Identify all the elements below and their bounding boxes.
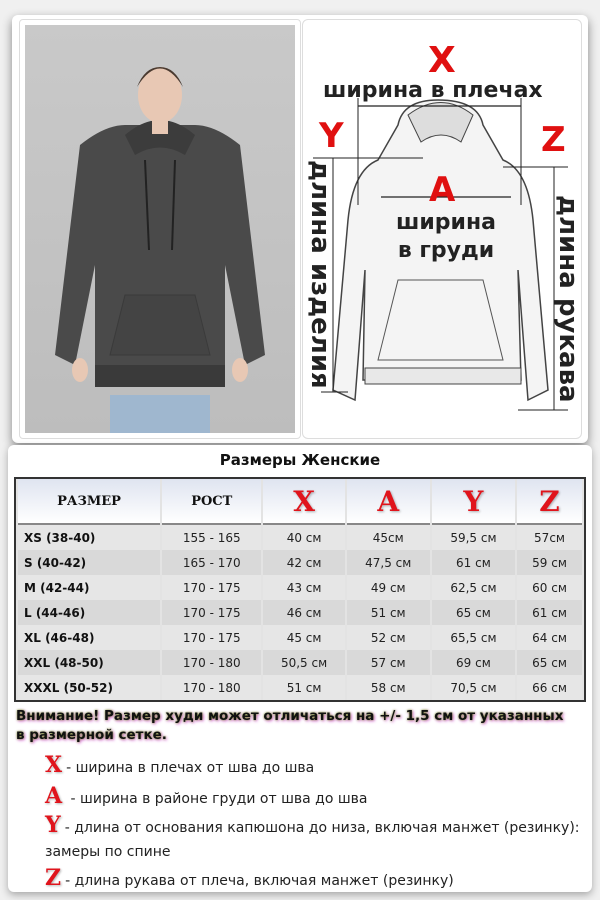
table-row (18, 550, 582, 575)
header-height: РОСТ (162, 479, 261, 525)
chest-width-label-1: ширина (396, 210, 496, 235)
cell-x: 42 см (263, 550, 344, 575)
table-row (18, 525, 582, 550)
size-variance-warning: Внимание! Размер худи может отличаться на +/- 1,5 см от указанных в размерной сетке. (16, 708, 564, 743)
legend-text: - длина рукава от плеча, включая манжет (резинку) (65, 873, 454, 889)
legend-text: - ширина в плечах от шва до шва (66, 760, 315, 776)
cell-size: L (44-46) (18, 600, 160, 625)
legend-item-z (45, 864, 585, 895)
legend-item-y (45, 813, 585, 864)
cell-x: 43 см (263, 575, 344, 600)
x-letter-icon: X (45, 752, 63, 778)
cell-a: 47,5 см (347, 550, 430, 575)
cell-y: 59,5 см (432, 525, 515, 550)
table-row (18, 600, 582, 625)
cell-y: 69 см (432, 650, 515, 675)
cell-z: 64 см (517, 625, 582, 650)
y-letter-icon: Y (45, 812, 61, 838)
measurement-legend (45, 751, 585, 895)
cell-x: 50,5 см (263, 650, 344, 675)
cell-size: XL (46-48) (18, 625, 160, 650)
a-marker: A (429, 170, 456, 210)
cell-z: 57см (517, 525, 582, 550)
table-title: Размеры Женские (219, 451, 381, 469)
cell-x: 45 см (263, 625, 344, 650)
cell-height: 155 - 165 (162, 525, 261, 550)
cell-y: 65,5 см (432, 625, 515, 650)
cell-size: XXXL (50-52) (18, 675, 160, 700)
cell-y: 62,5 см (432, 575, 515, 600)
sleeve-length-label: длина рукава (553, 195, 583, 403)
header-y: Y (432, 479, 515, 525)
cell-a: 49 см (347, 575, 430, 600)
z-marker: Z (541, 120, 566, 160)
cell-height: 170 - 180 (162, 675, 261, 700)
cell-y: 65 см (432, 600, 515, 625)
shoulder-width-label: ширина в плечах (323, 78, 543, 103)
cell-a: 58 см (347, 675, 430, 700)
cell-z: 60 см (517, 575, 582, 600)
z-letter-icon: Z (45, 865, 62, 891)
product-length-label: длина изделия (305, 160, 335, 389)
cell-height: 165 - 170 (162, 550, 261, 575)
cell-z: 65 см (517, 650, 582, 675)
legend-text: - ширина в районе груди от шва до шва (66, 791, 368, 807)
header-a: A (347, 479, 430, 525)
model-hoodie-illustration (25, 25, 295, 433)
legend-item-a (45, 782, 585, 813)
a-letter-icon: A (45, 783, 63, 809)
table-row (18, 675, 582, 700)
cell-size: M (42-44) (18, 575, 160, 600)
table-header-row (18, 479, 582, 525)
legend-item-x (45, 751, 585, 782)
cell-a: 51 см (347, 600, 430, 625)
size-chart-card (8, 445, 592, 892)
cell-height: 170 - 180 (162, 650, 261, 675)
cell-y: 70,5 см (432, 675, 515, 700)
model-photo-panel (19, 19, 301, 439)
table-row (18, 625, 582, 650)
y-marker: Y (319, 116, 344, 156)
cell-height: 170 - 175 (162, 575, 261, 600)
cell-height: 170 - 175 (162, 625, 261, 650)
cell-z: 59 см (517, 550, 582, 575)
legend-text: - длина от основания капюшона до низа, включая манжет (резинку): замеры по спине (45, 820, 580, 860)
top-image-card (12, 15, 588, 443)
cell-a: 45см (347, 525, 430, 550)
cell-x: 46 см (263, 600, 344, 625)
cell-y: 61 см (432, 550, 515, 575)
size-table (14, 477, 586, 702)
cell-z: 66 см (517, 675, 582, 700)
chest-width-label-2: в груди (397, 238, 495, 263)
measurement-diagram (302, 19, 582, 439)
header-x: X (263, 479, 344, 525)
cell-x: 51 см (263, 675, 344, 700)
cell-size: XS (38-40) (18, 525, 160, 550)
cell-z: 61 см (517, 600, 582, 625)
x-marker: X (428, 40, 456, 81)
cell-a: 52 см (347, 625, 430, 650)
table-row (18, 650, 582, 675)
cell-a: 57 см (347, 650, 430, 675)
model-photo (25, 25, 295, 433)
table-row (18, 575, 582, 600)
cell-x: 40 см (263, 525, 344, 550)
header-size: РАЗМЕР (18, 479, 160, 525)
cell-size: S (40-42) (18, 550, 160, 575)
cell-height: 170 - 175 (162, 600, 261, 625)
cell-size: XXL (48-50) (18, 650, 160, 675)
header-z: Z (517, 479, 582, 525)
